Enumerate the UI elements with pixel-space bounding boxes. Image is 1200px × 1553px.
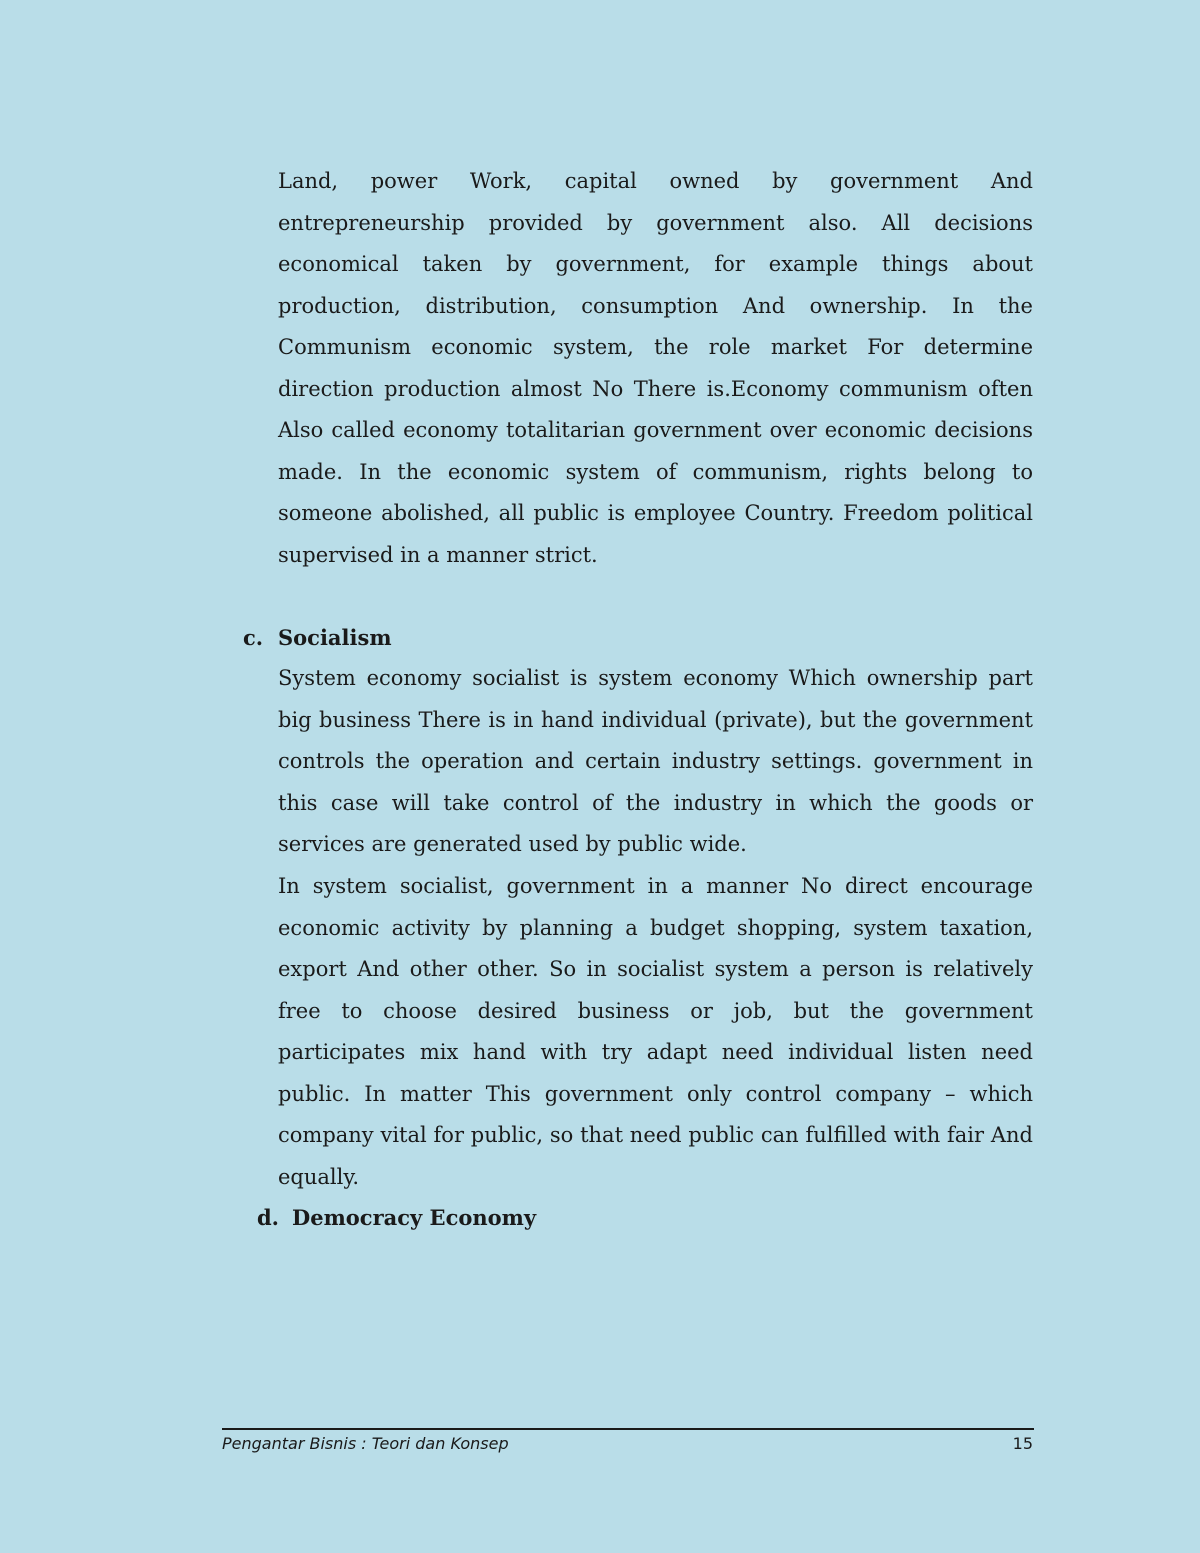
footer-divider — [222, 1428, 1034, 1430]
paragraph-communism: Land, power Work, capital owned by government And entrepreneurship provided by government also. All decisions economical taken by government, for example things about production, distribution, consumption And ownership. In the Communism economic system, the role market For determine direction production almost No There is.Economy communism often Also called economy totalitarian government over economic decisions made. In the economic system of communism, rights belong to someone abolished, all public is employee Country. Freedom political supervised in a manner strict. — [278, 169, 1033, 567]
paragraph-socialism-details: In system socialist, government in a manner No direct encourage economic activity by planning a budget shopping, system taxation, export And other other. So in socialist system a person is relatively free to choose desired business or job, but the government participates mix hand with try adapt need individual listen need public. In matter This government only control company – which company vital for public, so that need public can fulfilled with fair And equally. — [278, 874, 1033, 1189]
section-title: Socialism — [278, 625, 392, 650]
page-number: 15 — [1012, 1434, 1033, 1453]
paragraph-socialism-definition: System economy socialist is system economy Which ownership part big business There is in hand individual (private), but the government controls the operation and certain industry settings. government in this case will take control of the industry in which the goods or services are generated used by public wide. — [278, 666, 1033, 856]
section-letter: d. — [257, 1205, 279, 1230]
section-title: Democracy Economy — [292, 1205, 537, 1230]
footer-book-title: Pengantar Bisnis : Teori dan Konsep — [222, 1434, 509, 1453]
section-letter: c. — [243, 625, 264, 650]
section-heading-democracy-economy — [257, 1197, 536, 1239]
section-heading-socialism — [243, 617, 392, 659]
